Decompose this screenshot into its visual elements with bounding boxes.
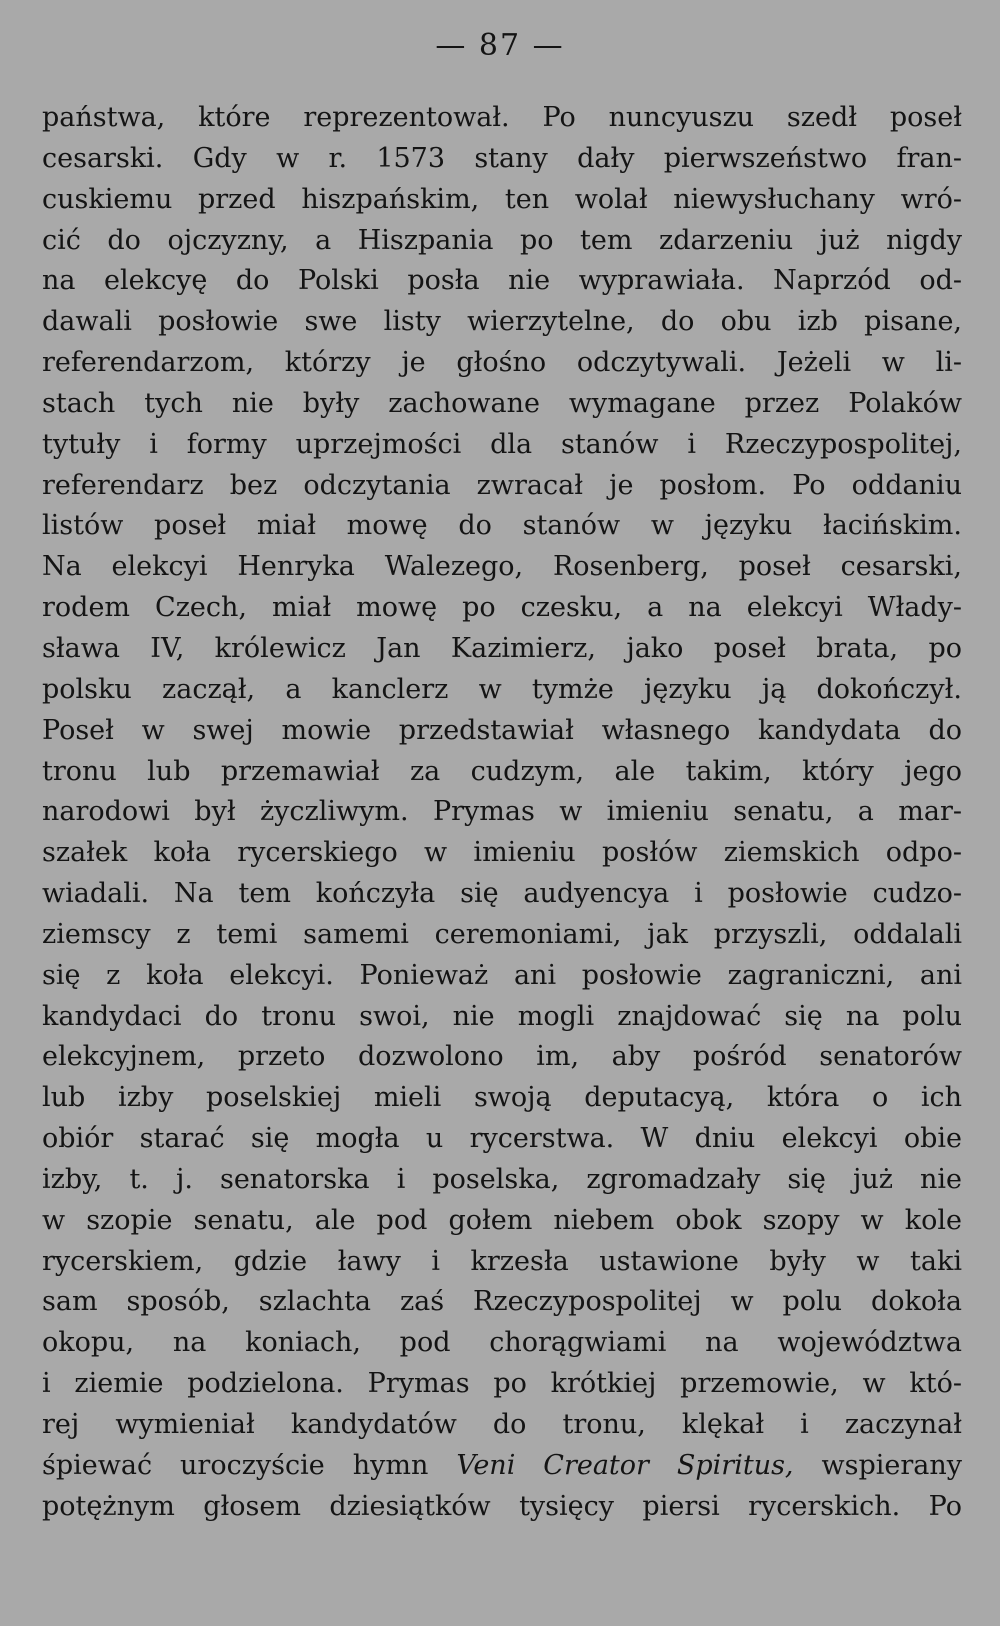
text-line: cesarski. Gdy w r. 1573 stany dały pierwszeństwo fran- xyxy=(42,142,962,174)
italic-title: Veni Creator Spiritus, xyxy=(456,1449,794,1481)
text-segment: wspierany xyxy=(821,1449,962,1481)
text-line: sława IV, królewicz Jan Kazimierz, jako poseł brata, po xyxy=(42,632,962,664)
text-line: tronu lub przemawiał za cudzym, ale takim, który jego xyxy=(42,755,962,787)
text-line: narodowi był życzliwym. Prymas w imieniu senatu, a mar- xyxy=(42,796,962,828)
text-line: okopu, na koniach, pod chorągwiami na województwa xyxy=(42,1327,962,1359)
text-line: w szopie senatu, ale pod gołem niebem obok szopy w kole xyxy=(42,1204,962,1236)
text-line: dawali posłowie swe listy wierzytelne, do obu izb pisane, xyxy=(42,306,962,338)
text-line: Poseł w swej mowie przedstawiał własnego kandydata do xyxy=(42,714,962,746)
text-segment: śpiewać uroczyście hymn xyxy=(42,1449,429,1481)
text-line-with-italic xyxy=(42,1446,962,1487)
text-line: stach tych nie były zachowane wymagane przez Polaków xyxy=(42,387,962,419)
text-line: sam sposób, szlachta zaś Rzeczypospolitej w polu dokoła xyxy=(42,1286,962,1318)
text-line: kandydaci do tronu swoi, nie mogli znajdować się na polu xyxy=(42,1000,962,1032)
text-line: się z koła elekcyi. Ponieważ ani posłowie zagraniczni, ani xyxy=(42,959,962,991)
text-line: izby, t. j. senatorska i poselska, zgromadzały się już nie xyxy=(42,1163,962,1195)
text-line: rycerskiem, gdzie ławy i krzesła ustawione były w taki xyxy=(42,1245,962,1277)
text-line: obiór starać się mogła u rycerstwa. W dniu elekcyi obie xyxy=(42,1123,962,1155)
text-line: rodem Czech, miał mowę po czesku, a na elekcyi Włady- xyxy=(42,592,962,624)
text-line: ziemscy z temi samemi ceremoniami, jak przyszli, oddalali xyxy=(42,918,962,950)
text-line: listów poseł miał mowę do stanów w języku łacińskim. xyxy=(42,510,962,542)
text-line: rej wymieniał kandydatów do tronu, klękał i zaczynał xyxy=(42,1409,962,1440)
page-number: — 87 — xyxy=(435,28,565,63)
text-line: na elekcyę do Polski posła nie wyprawiała. Naprzód od- xyxy=(42,265,962,297)
text-line: referendarzom, którzy je głośno odczytywali. Jeżeli w li- xyxy=(42,347,962,379)
text-line: tytuły i formy uprzejmości dla stanów i Rzeczypospolitej, xyxy=(42,428,962,460)
text-line: elekcyjnem, przeto dozwolono im, aby pośród senatorów xyxy=(42,1041,962,1073)
text-line: Na elekcyi Henryka Walezego, Rosenberg, poseł cesarski, xyxy=(42,551,962,583)
body-text xyxy=(42,98,962,1528)
text-line: wiadali. Na tem kończyła się audyencya i posłowie cudzo- xyxy=(42,878,962,910)
text-line: polsku zaczął, a kanclerz w tymże języku ją dokończył. xyxy=(42,673,962,705)
text-line: szałek koła rycerskiego w imieniu posłów ziemskich odpo- xyxy=(42,837,962,869)
text-line: państwa, które reprezentował. Po nuncyuszu szedł poseł xyxy=(42,102,962,133)
text-line: potężnym głosem dziesiątków tysięcy piersi rycerskich. Po xyxy=(42,1490,962,1522)
text-line: i ziemie podzielona. Prymas po krótkiej przemowie, w któ- xyxy=(42,1368,962,1400)
text-line: cić do ojczyzny, a Hiszpania po tem zdarzeniu już nigdy xyxy=(42,224,962,256)
text-line: lub izby poselskiej mieli swoją deputacyą, która o ich xyxy=(42,1082,962,1114)
text-line: cuskiemu przed hiszpańskim, ten wolał niewysłuchany wró- xyxy=(42,183,962,215)
text-line: referendarz bez odczytania zwracał je posłom. Po oddaniu xyxy=(42,469,962,501)
